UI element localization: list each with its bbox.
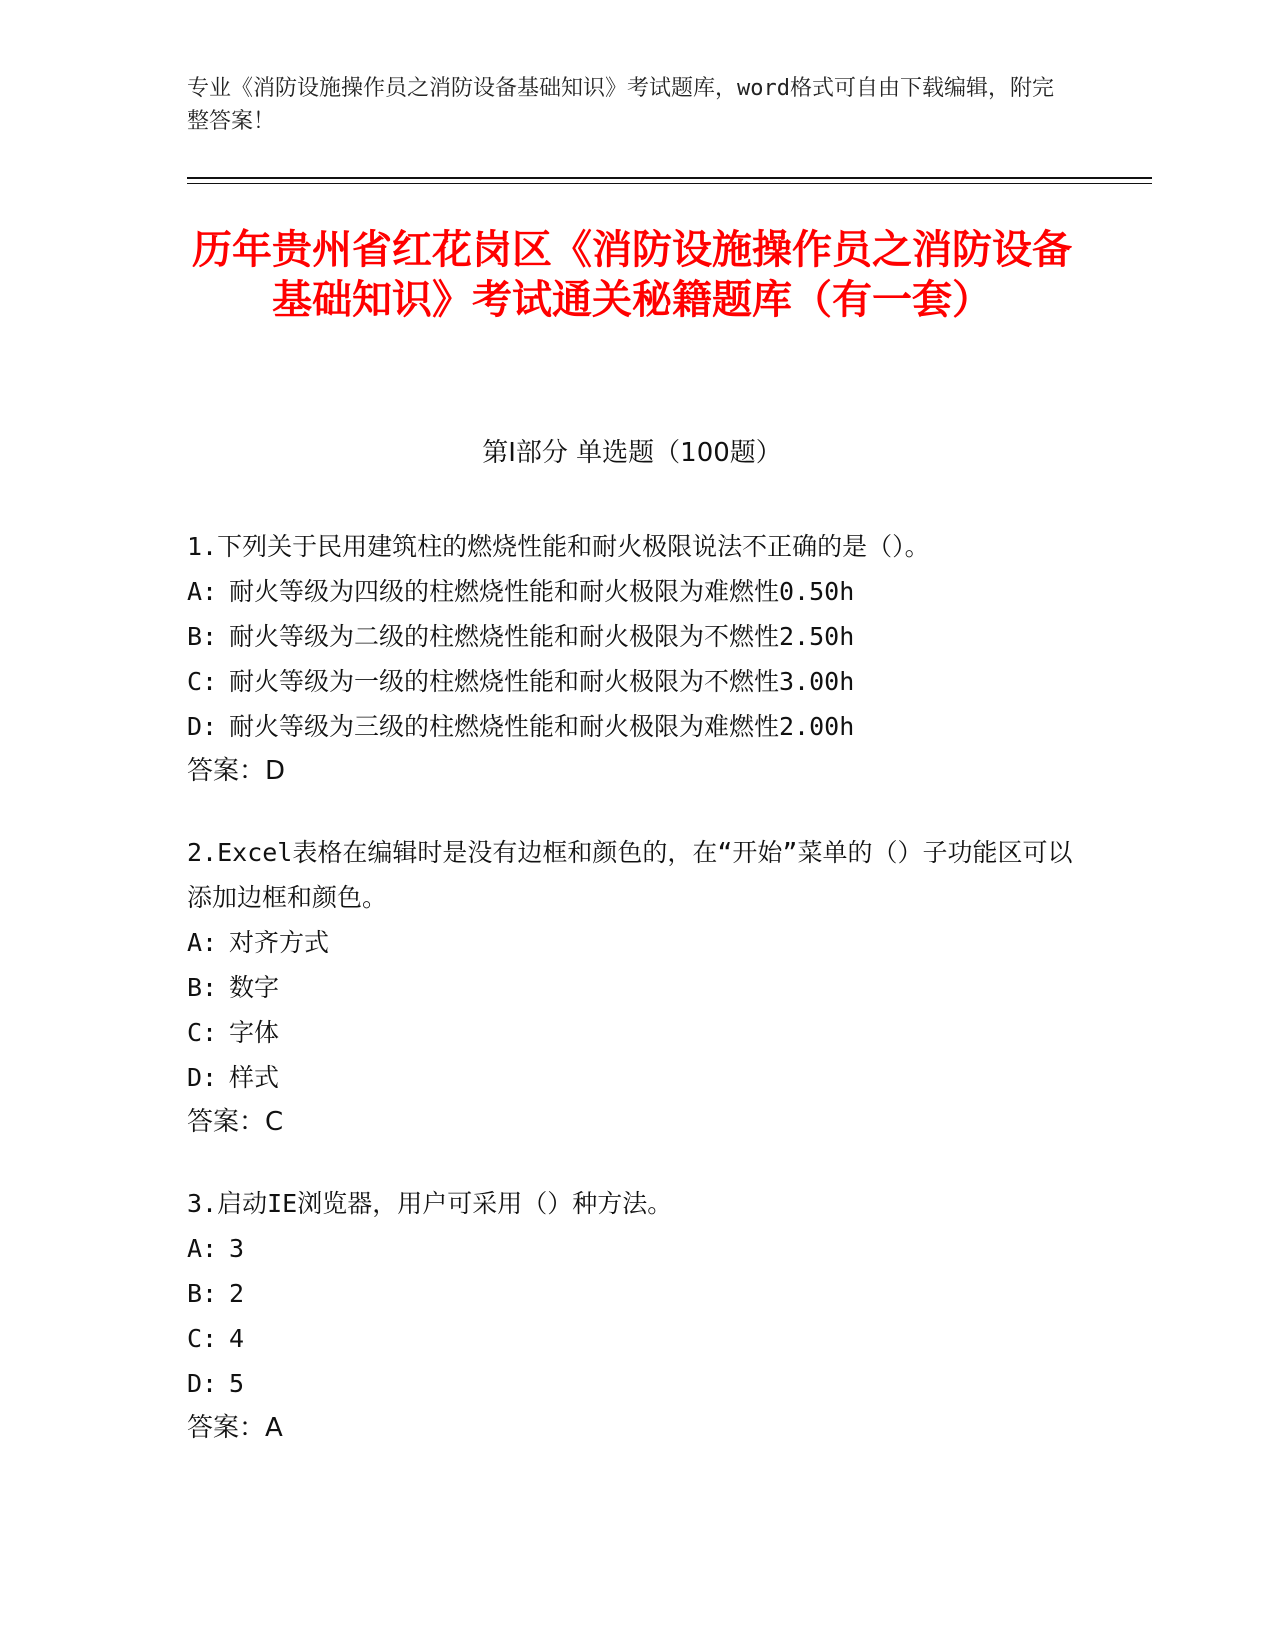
header-divider-thick bbox=[187, 177, 1152, 179]
option-a bbox=[187, 920, 1077, 965]
option-d bbox=[187, 1055, 1077, 1100]
question-stem: 2.Excel表格在编辑时是没有边框和颜色的，在“开始”菜单的（）子功能区可以添加边框和颜色。 bbox=[187, 838, 1073, 912]
option-letter: D: bbox=[187, 1063, 218, 1092]
option-letter: A: bbox=[187, 928, 218, 957]
option-letter: C: bbox=[187, 1018, 218, 1047]
question-item bbox=[187, 1181, 1077, 1451]
option-d bbox=[187, 704, 1077, 749]
option-b bbox=[187, 614, 1077, 659]
answer-line: 答案：A bbox=[187, 1413, 283, 1443]
option-letter: C: bbox=[187, 1324, 218, 1353]
option-text: 4 bbox=[229, 1324, 245, 1353]
option-letter: A: bbox=[187, 1234, 218, 1263]
option-c bbox=[187, 659, 1077, 704]
option-text: 5 bbox=[229, 1369, 245, 1398]
option-b bbox=[187, 965, 1077, 1010]
header-note: 专业《消防设施操作员之消防设备基础知识》考试题库，word格式可自由下载编辑，附完整答案！ bbox=[187, 76, 1054, 134]
option-letter: D: bbox=[187, 1369, 218, 1398]
option-c bbox=[187, 1010, 1077, 1055]
option-d bbox=[187, 1361, 1077, 1406]
option-text: 耐火等级为四级的柱燃烧性能和耐火极限为难燃性0.50h bbox=[229, 577, 855, 606]
option-text: 2 bbox=[229, 1279, 245, 1308]
option-letter: B: bbox=[187, 973, 218, 1002]
option-text: 字体 bbox=[229, 1018, 280, 1047]
option-a bbox=[187, 569, 1077, 614]
option-text: 对齐方式 bbox=[229, 928, 330, 957]
option-a bbox=[187, 1226, 1077, 1271]
answer-line: 答案：D bbox=[187, 756, 286, 786]
answer-line: 答案：C bbox=[187, 1107, 284, 1137]
option-letter: A: bbox=[187, 577, 218, 606]
question-stem: 3.启动IE浏览器，用户可采用（）种方法。 bbox=[187, 1189, 673, 1218]
option-text: 耐火等级为三级的柱燃烧性能和耐火极限为难燃性2.00h bbox=[229, 712, 855, 741]
question-item bbox=[187, 830, 1077, 1145]
option-text: 样式 bbox=[229, 1063, 280, 1092]
option-text: 耐火等级为二级的柱燃烧性能和耐火极限为不燃性2.50h bbox=[229, 622, 855, 651]
question-item bbox=[187, 524, 1077, 794]
option-letter: B: bbox=[187, 1279, 218, 1308]
document-title: 历年贵州省红花岗区《消防设施操作员之消防设备基础知识》考试通关秘籍题库（有一套） bbox=[192, 227, 1072, 323]
question-list bbox=[187, 524, 1077, 1487]
section-title: 第I部分 单选题（100题） bbox=[482, 438, 782, 468]
option-c bbox=[187, 1316, 1077, 1361]
option-b bbox=[187, 1271, 1077, 1316]
option-text: 耐火等级为一级的柱燃烧性能和耐火极限为不燃性3.00h bbox=[229, 667, 855, 696]
option-letter: B: bbox=[187, 622, 218, 651]
option-text: 3 bbox=[229, 1234, 245, 1263]
option-letter: D: bbox=[187, 712, 218, 741]
header-divider-thin bbox=[187, 183, 1152, 184]
question-stem: 1.下列关于民用建筑柱的燃烧性能和耐火极限说法不正确的是（）。 bbox=[187, 532, 930, 561]
option-letter: C: bbox=[187, 667, 218, 696]
option-text: 数字 bbox=[229, 973, 280, 1002]
